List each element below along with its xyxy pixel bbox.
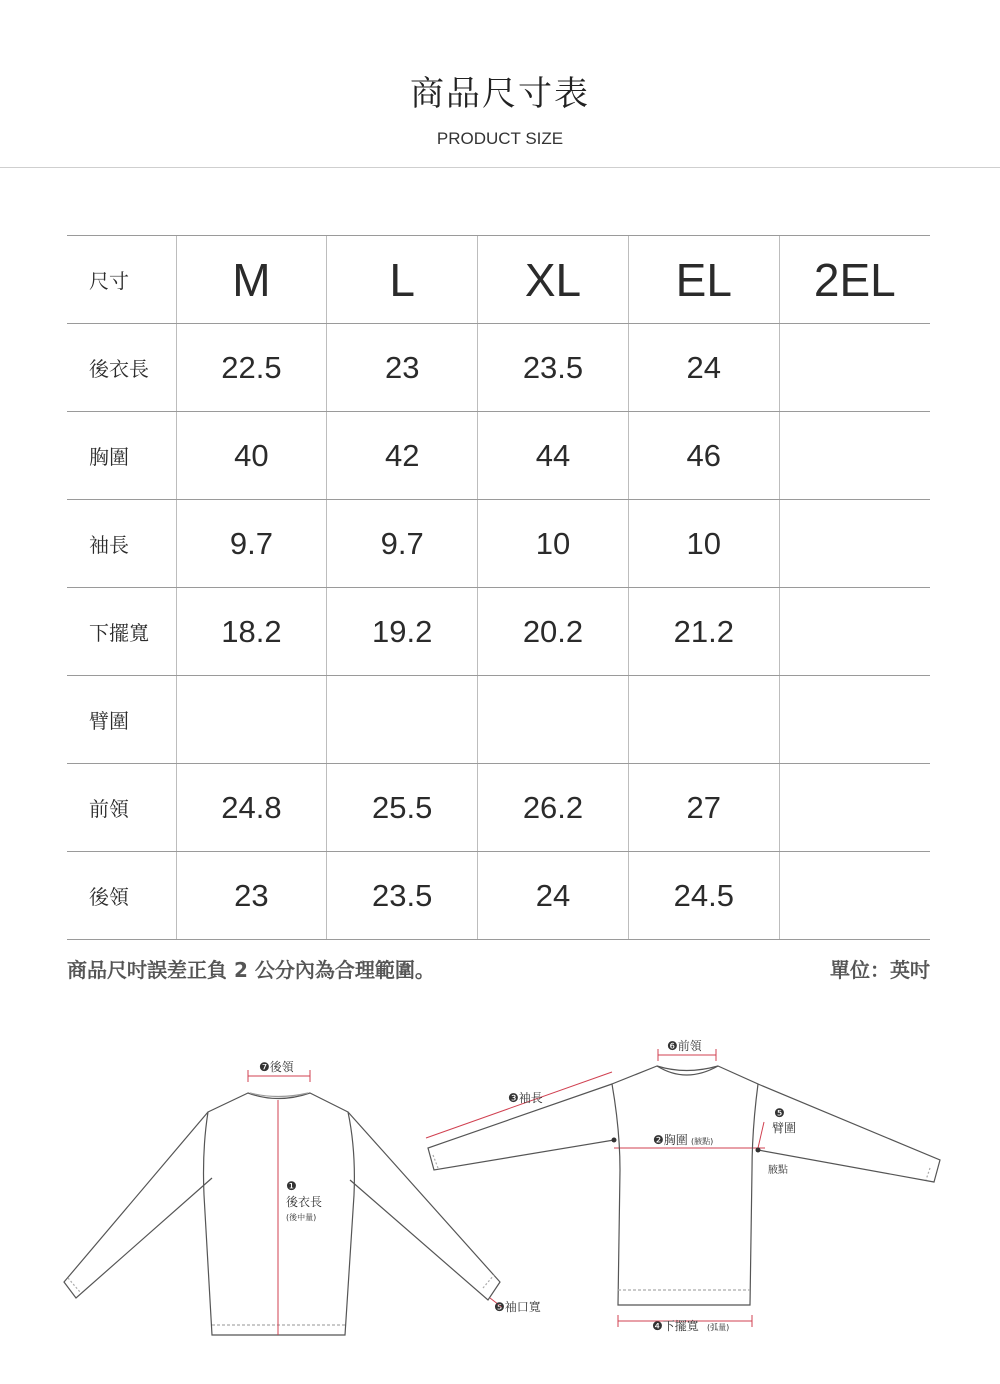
table-cell [779, 676, 930, 764]
table-cell: 24 [478, 852, 629, 940]
back-view-shirt [64, 1093, 500, 1335]
table-cell: 24.8 [176, 764, 327, 852]
table-cell: 18.2 [176, 588, 327, 676]
header-divider [0, 167, 1000, 168]
table-cell: 23.5 [327, 852, 478, 940]
chest-label: ❷胸圍 [653, 1133, 688, 1147]
table-cell: 9.7 [176, 500, 327, 588]
back-collar-label: ❼後領 [259, 1060, 294, 1074]
unit-note: 單位：英吋 [830, 958, 930, 982]
table-cell: 26.2 [478, 764, 629, 852]
table-cell [176, 676, 327, 764]
table-cell: 24 [628, 324, 779, 412]
front-collar-label: ❻前領 [667, 1039, 702, 1053]
row-label: 下擺寬 [67, 588, 176, 676]
table-cell [327, 676, 478, 764]
row-label: 前領 [67, 764, 176, 852]
table-cell [779, 500, 930, 588]
table-cell: 22.5 [176, 324, 327, 412]
table-cell [779, 588, 930, 676]
table-cell [779, 412, 930, 500]
hem-width-label: ❹下擺寬 [652, 1319, 699, 1333]
tolerance-note: 商品尺吋誤差正負 2 公分內為合理範圍。 [67, 958, 435, 982]
table-cell: 19.2 [327, 588, 478, 676]
front-view-shirt [428, 1066, 940, 1305]
size-header-2el: 2EL [779, 236, 930, 324]
page-title: 商品尺寸表 [410, 74, 590, 114]
table-cell [628, 676, 779, 764]
table-row [67, 588, 930, 676]
table-row [67, 764, 930, 852]
armhole-label: 臂圍 [772, 1121, 797, 1135]
table-cell [478, 676, 629, 764]
cuff-width-label: ❺袖口寬 [494, 1300, 541, 1314]
corner-label: 尺寸 [67, 236, 176, 324]
armpit-point-left [612, 1138, 617, 1143]
table-cell: 21.2 [628, 588, 779, 676]
back-length-label: 後衣長 [286, 1195, 323, 1209]
size-header-row [67, 236, 930, 324]
hem-width-note: (弧量) [707, 1323, 730, 1332]
table-row [67, 324, 930, 412]
table-cell: 20.2 [478, 588, 629, 676]
sleeve-length-label: ❸袖長 [508, 1091, 543, 1105]
table-cell: 23.5 [478, 324, 629, 412]
size-header-xl: XL [478, 236, 629, 324]
armhole-marker: ❺ [774, 1106, 785, 1120]
row-label: 後領 [67, 852, 176, 940]
size-table [67, 235, 930, 940]
armpit-point-right [756, 1148, 761, 1153]
table-cell [779, 852, 930, 940]
front-measure-lines [426, 1049, 765, 1327]
table-cell: 23 [176, 852, 327, 940]
row-label: 後衣長 [67, 324, 176, 412]
back-length-note: (後中量) [286, 1213, 317, 1222]
table-cell: 10 [478, 500, 629, 588]
size-header-el: EL [628, 236, 779, 324]
table-cell: 40 [176, 412, 327, 500]
table-cell: 46 [628, 412, 779, 500]
table-cell: 9.7 [327, 500, 478, 588]
table-cell: 24.5 [628, 852, 779, 940]
row-label: 袖長 [67, 500, 176, 588]
table-cell: 23 [327, 324, 478, 412]
row-label: 胸圍 [67, 412, 176, 500]
table-row [67, 676, 930, 764]
page-subtitle: PRODUCT SIZE [436, 129, 564, 148]
size-header-l: L [327, 236, 478, 324]
measurement-diagram [0, 1020, 1000, 1360]
table-cell: 27 [628, 764, 779, 852]
table-row [67, 412, 930, 500]
table-cell [779, 324, 930, 412]
table-row [67, 500, 930, 588]
row-label: 臂圍 [67, 676, 176, 764]
size-header-m: M [176, 236, 327, 324]
table-row [67, 852, 930, 940]
back-length-marker: ❶ [286, 1179, 297, 1193]
chest-note: (腋點) [691, 1137, 714, 1146]
table-cell: 44 [478, 412, 629, 500]
table-cell: 10 [628, 500, 779, 588]
armpit-label: 腋點 [768, 1165, 788, 1176]
table-cell [779, 764, 930, 852]
table-cell: 25.5 [327, 764, 478, 852]
table-cell: 42 [327, 412, 478, 500]
